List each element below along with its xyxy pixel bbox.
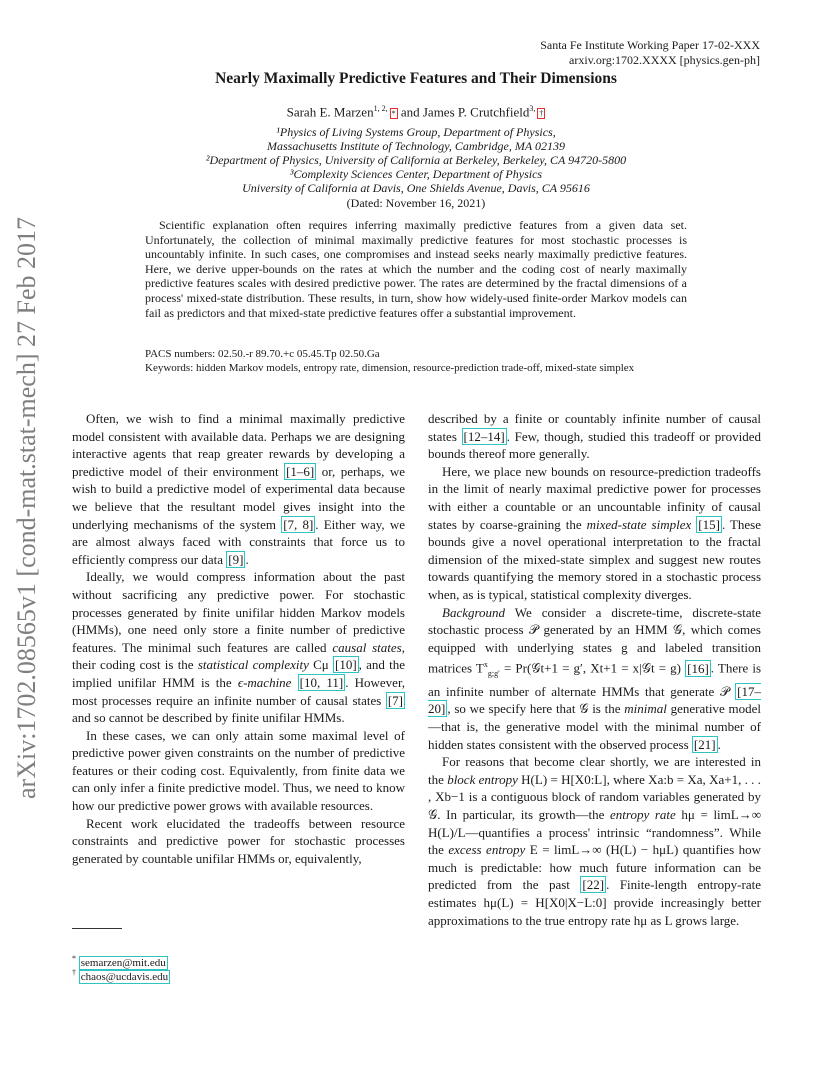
citation-link[interactable]: [12–14] (463, 428, 505, 444)
footnote: * semarzen@mit.edu (72, 954, 166, 969)
citation-link[interactable]: [10] (335, 657, 357, 673)
affiliation-line: Massachusetts Institute of Technology, Cambridge, MA 02139 (267, 139, 565, 153)
paragraph: described by a finite or countably infinite number of causal states [12–14] . Few, though, studied this tradeoff or provided bounds thereof more generally. (428, 411, 761, 462)
affiliation-line: University of California at Davis, One Shields Avenue, Davis, CA 95616 (242, 181, 590, 195)
arxiv-sidebar-stamp: arXiv:1702.08565v1 [cond-mat.stat-mech] 27 Feb 2017 (12, 217, 41, 799)
citation-link[interactable]: [7] (387, 692, 403, 708)
paragraph: Often, we wish to find a minimal maximally predictive model consistent with available data. Perhaps we are designing interactive agents that reap greater rewards by developing a predictive model of their environment [1–6] or, perhaps, we wish to build a predictive model of experimental data because we believe that the resultant model gives insight into the underlying mechanisms of the system [7, 8] . Either way, we are almost always faced with constraints that force us to efficiently compress our data [9] . (72, 411, 405, 567)
abstract: Scientific explanation often requires inferring maximally predictive features from a given data set. Unfortunately, the collection of minimal maximally predictive features for most stochastic processes is uncountably infinite. In such cases, one compromises and instead seeks nearly maximally predictive features. Here, we derive upper-bounds on the rates at which the number and the coding cost of nearly maximally predictive features scales with desired predictive power. The rates are determined by the fractal dimensions of a process' mixed-state distribution. These results, in turn, show how widely-used finite-order Markov models can fail as predictors and that mixed-state predictive features offer a substantial improvement. (145, 218, 687, 320)
citation-link[interactable]: [9] (228, 551, 244, 567)
affiliation-line: ²Department of Physics, University of California at Berkeley, Berkeley, CA 94720-5800 (205, 153, 627, 167)
citation-link[interactable]: [15] (698, 516, 720, 532)
email-link[interactable]: chaos@ucdavis.edu (80, 970, 169, 983)
author-name: Sarah E. Marzen (286, 104, 374, 120)
paragraph: Background We consider a discrete-time, discrete-state stochastic process 𝒫 generated by an HMM 𝒢, which comes equipped with underlying states g and labeled transition matrices $T^x_{g;g'}$ = Pr(𝒢t+1 = g′, Xt+1 = x|𝒢t = g) [16] . There is an infinite number of alternate HMMs that generate 𝒫 [17–20] , so we specify here that 𝒢 is the minimal generative model—that is, the generative model with the minimal number of hidden states consistent with the observed process [21] . (428, 604, 762, 752)
email-link[interactable]: semarzen@mit.edu (80, 956, 166, 969)
paragraph: In these cases, we can only attain some maximal level of predictive power given constraints on the number of predictive features or their coding cost. Equivalently, from finite data we can only infer a finite predictive model. Thus, we need to know how our predictive power grows with available resources. (72, 727, 405, 814)
author-list (72, 104, 760, 120)
paragraph: For reasons that become clear shortly, we are interested in the block entropy H(L) = H[X0:L], where Xa:b = Xa, Xa+1, . . . , Xb−1 is a contiguous block of random variables generated by 𝒢. In particular, its growth—the entropy rate hμ = limL→∞ H(L)/L—quantifies a process' intrinsic “randomness”. While the excess entropy E = limL→∞ (H(L) − hμL) quantifies how much is predictable: how much future information can be predicted from the past [22] . Finite-length entropy-rate estimates hμ(L) = H[X0|X−L:0] provide increasingly better approximations to the true entropy rate hμ as L grows large. (428, 754, 762, 928)
left-column (72, 410, 405, 867)
right-column (428, 410, 761, 929)
footnote-link[interactable]: * (391, 109, 396, 119)
date-line: (Dated: November 16, 2021) (346, 196, 486, 210)
arxiv-category-line: arxiv.org:1702.XXXX [physics.gen-ph] (569, 53, 760, 67)
citation-link[interactable]: [10, 11] (299, 674, 344, 690)
affiliation-line: ¹Physics of Living Systems Group, Department of Physics, (276, 125, 556, 139)
paragraph: Ideally, we would compress information about the past without sacrificing any predictive power. For stochastic processes generated by finite unifilar hidden Markov models (HMMs), one need only store a finite number of predictive features. The minimal such features are called causal states, their coding cost is the statistical complexity Cμ [10] , and the implied unifilar HMM is the ϵ-machine [10, 11] . However, most processes require an infinite number of causal states [7] and so cannot be described by finite unifilar HMMs. (72, 569, 406, 726)
footnote-divider (72, 928, 122, 929)
paper-title: Nearly Maximally Predictive Features and Their Dimensions (215, 70, 617, 87)
paragraph: Recent work elucidated the tradeoffs between resource constraints and predictive power for stochastic processes generated by countable unifilar HMMs or, equivalently, (72, 815, 405, 866)
affiliation-line: ³Complexity Sciences Center, Department of Physics (289, 167, 543, 181)
footnote-link[interactable]: † (539, 109, 544, 119)
citation-link[interactable]: [1–6] (286, 463, 315, 479)
author-name: and James P. Crutchfield (397, 104, 530, 120)
citation-link[interactable]: [22] (582, 877, 605, 893)
author-affiliation-sup: 1, 2, (373, 104, 390, 113)
working-paper-line: Santa Fe Institute Working Paper 17-02-XXX (540, 38, 760, 52)
paragraph: Here, we place new bounds on resource-prediction tradeoffs in the limit of nearly maximal predictive power for processes with either a countable or an uncountable infinity of causal states by coarse-graining the mixed-state simplex [15] . These bounds give a novel operational interpretation to the fractal dimension of the mixed-state simplex and suggest new routes towards quantifying the memory stored in a stochastic process when, as is typical, statistical complexity diverges. (428, 463, 761, 602)
keywords: Keywords: hidden Markov models, entropy rate, dimension, resource-prediction trade-off, mixed-state simplex (145, 362, 635, 374)
citation-link[interactable]: [17–20] (428, 683, 761, 717)
author-affiliation-sup: 3, (529, 104, 538, 113)
citation-link[interactable]: [21] (693, 736, 716, 752)
citation-link[interactable]: [7, 8] (283, 516, 314, 532)
footnote: † chaos@ucdavis.edu (72, 968, 169, 983)
pacs-numbers: PACS numbers: 02.50.-r 89.70.+c 05.45.Tp 02.50.Ga (145, 348, 380, 360)
citation-link[interactable]: [16] (687, 660, 709, 676)
